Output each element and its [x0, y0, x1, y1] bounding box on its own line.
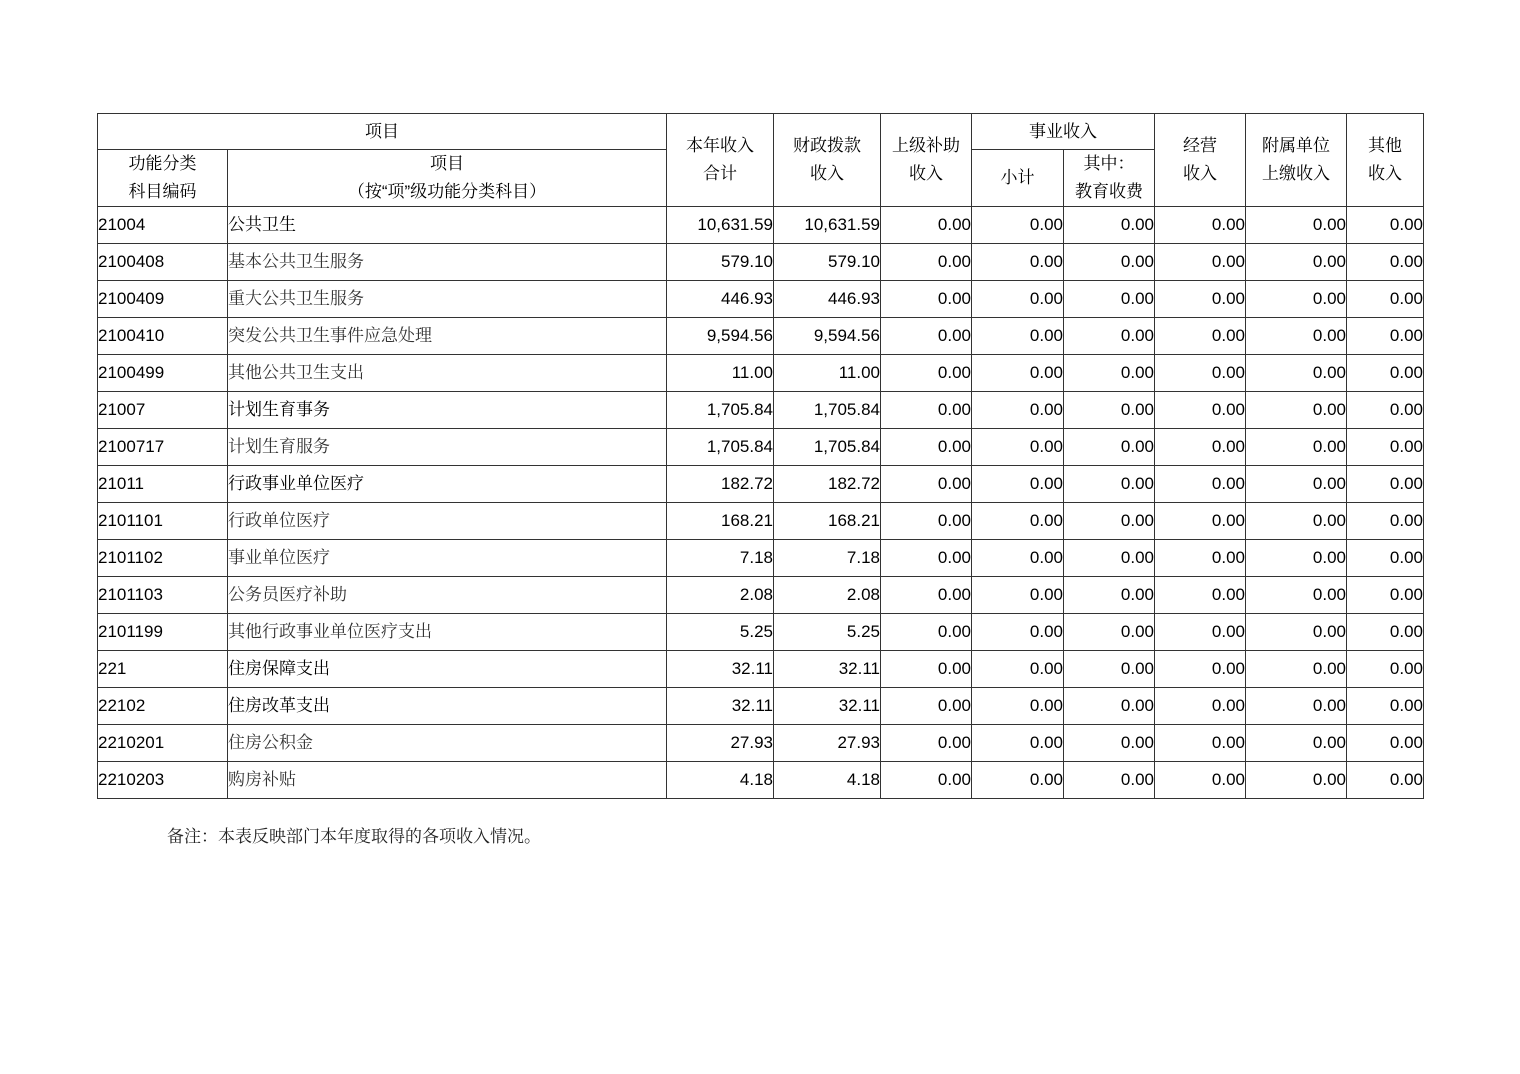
- row-value-fiscal: 4.18: [774, 762, 881, 799]
- row-value-business-edu: 0.00: [1064, 466, 1155, 503]
- row-value-operating: 0.00: [1155, 614, 1246, 651]
- row-value-business-edu: 0.00: [1064, 355, 1155, 392]
- row-value-business-edu: 0.00: [1064, 577, 1155, 614]
- row-value-total: 9,594.56: [667, 318, 774, 355]
- row-code: 2210203: [98, 762, 228, 799]
- row-value-fiscal: 1,705.84: [774, 392, 881, 429]
- row-value-total: 1,705.84: [667, 392, 774, 429]
- row-code: 221: [98, 651, 228, 688]
- row-value-other: 0.00: [1347, 466, 1424, 503]
- row-value-operating: 0.00: [1155, 540, 1246, 577]
- row-value-superior: 0.00: [881, 355, 972, 392]
- row-value-affiliated: 0.00: [1246, 651, 1347, 688]
- row-value-other: 0.00: [1347, 688, 1424, 725]
- row-value-superior: 0.00: [881, 318, 972, 355]
- row-value-other: 0.00: [1347, 244, 1424, 281]
- row-value-operating: 0.00: [1155, 429, 1246, 466]
- row-name: 住房改革支出: [228, 688, 667, 725]
- row-value-business-edu: 0.00: [1064, 725, 1155, 762]
- row-code: 2100409: [98, 281, 228, 318]
- row-value-superior: 0.00: [881, 651, 972, 688]
- row-value-affiliated: 0.00: [1246, 540, 1347, 577]
- row-code: 2100717: [98, 429, 228, 466]
- row-value-business-subtotal: 0.00: [972, 429, 1064, 466]
- row-value-superior: 0.00: [881, 244, 972, 281]
- table-row: [98, 651, 1424, 688]
- row-value-business-subtotal: 0.00: [972, 318, 1064, 355]
- row-value-superior: 0.00: [881, 429, 972, 466]
- row-value-affiliated: 0.00: [1246, 688, 1347, 725]
- row-value-total: 10,631.59: [667, 207, 774, 244]
- row-code: 21007: [98, 392, 228, 429]
- row-value-business-edu: 0.00: [1064, 651, 1155, 688]
- table-row: [98, 466, 1424, 503]
- row-value-business-edu: 0.00: [1064, 429, 1155, 466]
- row-code: 2100410: [98, 318, 228, 355]
- table-row: [98, 392, 1424, 429]
- row-value-fiscal: 182.72: [774, 466, 881, 503]
- row-value-affiliated: 0.00: [1246, 503, 1347, 540]
- row-value-affiliated: 0.00: [1246, 466, 1347, 503]
- row-value-operating: 0.00: [1155, 577, 1246, 614]
- header-name-line2: （按“项”级功能分类科目）: [347, 182, 547, 201]
- row-value-fiscal: 27.93: [774, 725, 881, 762]
- row-value-operating: 0.00: [1155, 355, 1246, 392]
- row-value-total: 32.11: [667, 688, 774, 725]
- row-name: 购房补贴: [228, 762, 667, 799]
- row-value-business-edu: 0.00: [1064, 318, 1155, 355]
- row-value-operating: 0.00: [1155, 466, 1246, 503]
- row-value-business-subtotal: 0.00: [972, 725, 1064, 762]
- table-row: [98, 503, 1424, 540]
- row-value-affiliated: 0.00: [1246, 392, 1347, 429]
- header-name-line1: 项目: [430, 154, 464, 173]
- header-total: 本年收入 合计: [667, 114, 774, 207]
- row-code: 2101199: [98, 614, 228, 651]
- row-value-operating: 0.00: [1155, 281, 1246, 318]
- row-value-business-subtotal: 0.00: [972, 392, 1064, 429]
- row-value-total: 446.93: [667, 281, 774, 318]
- row-value-other: 0.00: [1347, 318, 1424, 355]
- row-value-superior: 0.00: [881, 207, 972, 244]
- row-value-operating: 0.00: [1155, 503, 1246, 540]
- row-value-fiscal: 32.11: [774, 651, 881, 688]
- row-code: 21011: [98, 466, 228, 503]
- row-value-operating: 0.00: [1155, 651, 1246, 688]
- header-business-subtotal: 小计: [972, 150, 1064, 207]
- row-value-superior: 0.00: [881, 503, 972, 540]
- row-value-superior: 0.00: [881, 725, 972, 762]
- row-value-total: 2.08: [667, 577, 774, 614]
- footnote: 备注：本表反映部门本年度取得的各项收入情况。: [167, 827, 541, 847]
- row-name: 公务员医疗补助: [228, 577, 667, 614]
- row-value-other: 0.00: [1347, 540, 1424, 577]
- row-value-total: 182.72: [667, 466, 774, 503]
- income-table: [97, 113, 1424, 799]
- row-value-affiliated: 0.00: [1246, 725, 1347, 762]
- row-value-business-edu: 0.00: [1064, 392, 1155, 429]
- row-name: 住房保障支出: [228, 651, 667, 688]
- header-business-group: 事业收入: [972, 114, 1155, 150]
- row-value-other: 0.00: [1347, 355, 1424, 392]
- table-row: [98, 318, 1424, 355]
- row-value-superior: 0.00: [881, 614, 972, 651]
- table-row: [98, 614, 1424, 651]
- row-name: 住房公积金: [228, 725, 667, 762]
- row-value-other: 0.00: [1347, 207, 1424, 244]
- row-name: 其他公共卫生支出: [228, 355, 667, 392]
- table-row: [98, 355, 1424, 392]
- row-value-superior: 0.00: [881, 688, 972, 725]
- row-name: 重大公共卫生服务: [228, 281, 667, 318]
- row-value-operating: 0.00: [1155, 392, 1246, 429]
- row-value-operating: 0.00: [1155, 318, 1246, 355]
- row-code: 21004: [98, 207, 228, 244]
- row-value-fiscal: 9,594.56: [774, 318, 881, 355]
- row-value-other: 0.00: [1347, 614, 1424, 651]
- row-value-total: 168.21: [667, 503, 774, 540]
- row-value-business-edu: 0.00: [1064, 503, 1155, 540]
- row-value-fiscal: 1,705.84: [774, 429, 881, 466]
- row-value-operating: 0.00: [1155, 207, 1246, 244]
- table-row: [98, 540, 1424, 577]
- row-value-fiscal: 32.11: [774, 688, 881, 725]
- row-value-business-subtotal: 0.00: [972, 614, 1064, 651]
- row-value-superior: 0.00: [881, 577, 972, 614]
- row-name: 行政事业单位医疗: [228, 466, 667, 503]
- row-value-fiscal: 7.18: [774, 540, 881, 577]
- header-operating: 经营 收入: [1155, 114, 1246, 207]
- row-value-other: 0.00: [1347, 762, 1424, 799]
- row-name: 基本公共卫生服务: [228, 244, 667, 281]
- header-business-edu: 其中： 教育收费: [1064, 150, 1155, 207]
- row-value-fiscal: 168.21: [774, 503, 881, 540]
- row-name: 其他行政事业单位医疗支出: [228, 614, 667, 651]
- header-name: [228, 150, 667, 207]
- table-body: [98, 207, 1424, 799]
- header-code: 功能分类 科目编码: [98, 150, 228, 207]
- row-value-business-subtotal: 0.00: [972, 466, 1064, 503]
- row-value-other: 0.00: [1347, 392, 1424, 429]
- row-value-business-subtotal: 0.00: [972, 503, 1064, 540]
- row-value-superior: 0.00: [881, 466, 972, 503]
- header-affiliated: 附属单位 上缴收入: [1246, 114, 1347, 207]
- row-value-other: 0.00: [1347, 577, 1424, 614]
- table-row: [98, 207, 1424, 244]
- row-value-total: 11.00: [667, 355, 774, 392]
- row-value-affiliated: 0.00: [1246, 614, 1347, 651]
- row-value-affiliated: 0.00: [1246, 281, 1347, 318]
- row-value-affiliated: 0.00: [1246, 762, 1347, 799]
- row-value-fiscal: 579.10: [774, 244, 881, 281]
- row-value-business-edu: 0.00: [1064, 207, 1155, 244]
- row-value-total: 27.93: [667, 725, 774, 762]
- row-value-business-subtotal: 0.00: [972, 577, 1064, 614]
- row-code: 22102: [98, 688, 228, 725]
- row-name: 计划生育事务: [228, 392, 667, 429]
- row-value-business-subtotal: 0.00: [972, 281, 1064, 318]
- row-value-business-edu: 0.00: [1064, 688, 1155, 725]
- row-value-other: 0.00: [1347, 281, 1424, 318]
- row-value-fiscal: 5.25: [774, 614, 881, 651]
- row-value-business-edu: 0.00: [1064, 540, 1155, 577]
- row-value-business-subtotal: 0.00: [972, 762, 1064, 799]
- row-value-total: 5.25: [667, 614, 774, 651]
- row-value-affiliated: 0.00: [1246, 577, 1347, 614]
- row-value-superior: 0.00: [881, 762, 972, 799]
- row-value-total: 1,705.84: [667, 429, 774, 466]
- row-name: 计划生育服务: [228, 429, 667, 466]
- row-value-other: 0.00: [1347, 429, 1424, 466]
- row-value-affiliated: 0.00: [1246, 207, 1347, 244]
- row-value-other: 0.00: [1347, 503, 1424, 540]
- row-value-superior: 0.00: [881, 392, 972, 429]
- row-value-business-edu: 0.00: [1064, 244, 1155, 281]
- table-row: [98, 429, 1424, 466]
- table-row: [98, 725, 1424, 762]
- row-value-business-subtotal: 0.00: [972, 244, 1064, 281]
- row-value-business-edu: 0.00: [1064, 281, 1155, 318]
- row-value-affiliated: 0.00: [1246, 244, 1347, 281]
- row-code: 2210201: [98, 725, 228, 762]
- row-value-business-subtotal: 0.00: [972, 688, 1064, 725]
- header-fiscal: 财政拨款 收入: [774, 114, 881, 207]
- row-value-superior: 0.00: [881, 540, 972, 577]
- table-row: [98, 244, 1424, 281]
- row-value-affiliated: 0.00: [1246, 429, 1347, 466]
- header-project-group: 项目: [98, 114, 667, 150]
- row-value-operating: 0.00: [1155, 725, 1246, 762]
- row-value-operating: 0.00: [1155, 688, 1246, 725]
- row-code: 2101101: [98, 503, 228, 540]
- row-value-other: 0.00: [1347, 651, 1424, 688]
- row-value-fiscal: 11.00: [774, 355, 881, 392]
- row-value-total: 4.18: [667, 762, 774, 799]
- row-name: 突发公共卫生事件应急处理: [228, 318, 667, 355]
- row-value-total: 579.10: [667, 244, 774, 281]
- row-value-business-edu: 0.00: [1064, 762, 1155, 799]
- table-row: [98, 577, 1424, 614]
- row-value-business-subtotal: 0.00: [972, 540, 1064, 577]
- table-row: [98, 688, 1424, 725]
- row-value-business-subtotal: 0.00: [972, 651, 1064, 688]
- row-value-superior: 0.00: [881, 281, 972, 318]
- row-name: 公共卫生: [228, 207, 667, 244]
- row-value-total: 32.11: [667, 651, 774, 688]
- row-code: 2100499: [98, 355, 228, 392]
- row-value-business-edu: 0.00: [1064, 614, 1155, 651]
- row-value-total: 7.18: [667, 540, 774, 577]
- row-value-business-subtotal: 0.00: [972, 207, 1064, 244]
- row-value-fiscal: 2.08: [774, 577, 881, 614]
- row-name: 事业单位医疗: [228, 540, 667, 577]
- row-value-operating: 0.00: [1155, 244, 1246, 281]
- header-other: 其他 收入: [1347, 114, 1424, 207]
- row-value-business-subtotal: 0.00: [972, 355, 1064, 392]
- table-header: [98, 114, 1424, 207]
- row-value-fiscal: 10,631.59: [774, 207, 881, 244]
- header-superior: 上级补助 收入: [881, 114, 972, 207]
- row-code: 2101102: [98, 540, 228, 577]
- row-value-operating: 0.00: [1155, 762, 1246, 799]
- table-row: [98, 762, 1424, 799]
- row-value-other: 0.00: [1347, 725, 1424, 762]
- row-value-fiscal: 446.93: [774, 281, 881, 318]
- row-value-affiliated: 0.00: [1246, 318, 1347, 355]
- row-name: 行政单位医疗: [228, 503, 667, 540]
- row-code: 2101103: [98, 577, 228, 614]
- table-row: [98, 281, 1424, 318]
- row-value-affiliated: 0.00: [1246, 355, 1347, 392]
- row-code: 2100408: [98, 244, 228, 281]
